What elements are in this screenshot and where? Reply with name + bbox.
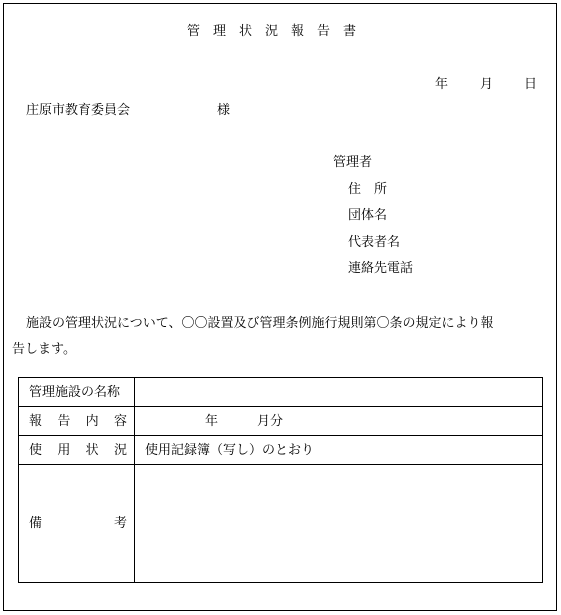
- manager-field-representative: 代表者名: [348, 235, 401, 250]
- remarks-label: 備 考: [29, 516, 127, 531]
- report-content-month: 月分: [257, 414, 284, 429]
- date-year-label: 年: [435, 77, 449, 92]
- date-day-label: 日: [524, 77, 538, 92]
- body-text-line1: 施設の管理状況について、〇〇設置及び管理条例施行規則第〇条の規定により報: [26, 316, 494, 331]
- report-content-label-text: 報: [29, 414, 43, 429]
- report-content-year: 年: [205, 414, 219, 429]
- table-row-facility-name: [19, 378, 542, 407]
- addressee-honorific: 様: [217, 103, 231, 118]
- manager-field-organization: 団体名: [348, 208, 388, 223]
- manager-field-address: 住 所: [348, 182, 388, 197]
- addressee-name: 庄原市教育委員会: [26, 103, 131, 118]
- manager-field-phone: 連絡先電話: [348, 261, 414, 276]
- usage-status-label: 使 用 状 況: [29, 443, 127, 458]
- facility-name-label: 管理施設の名称: [29, 385, 121, 400]
- table-row-remarks: [19, 465, 542, 582]
- table-row-report-content: [19, 407, 542, 436]
- body-text-line2: 告します。: [12, 342, 76, 357]
- usage-status-value: 使用記録簿（写し）のとおり: [145, 443, 315, 458]
- document-title: 管理状況報告書: [187, 24, 370, 39]
- report-table: [18, 377, 543, 583]
- date-month-label: 月: [480, 77, 494, 92]
- table-row-usage-status: [19, 436, 542, 465]
- manager-heading: 管理者: [333, 155, 373, 170]
- report-content-label: 報 告 内 容: [29, 414, 127, 429]
